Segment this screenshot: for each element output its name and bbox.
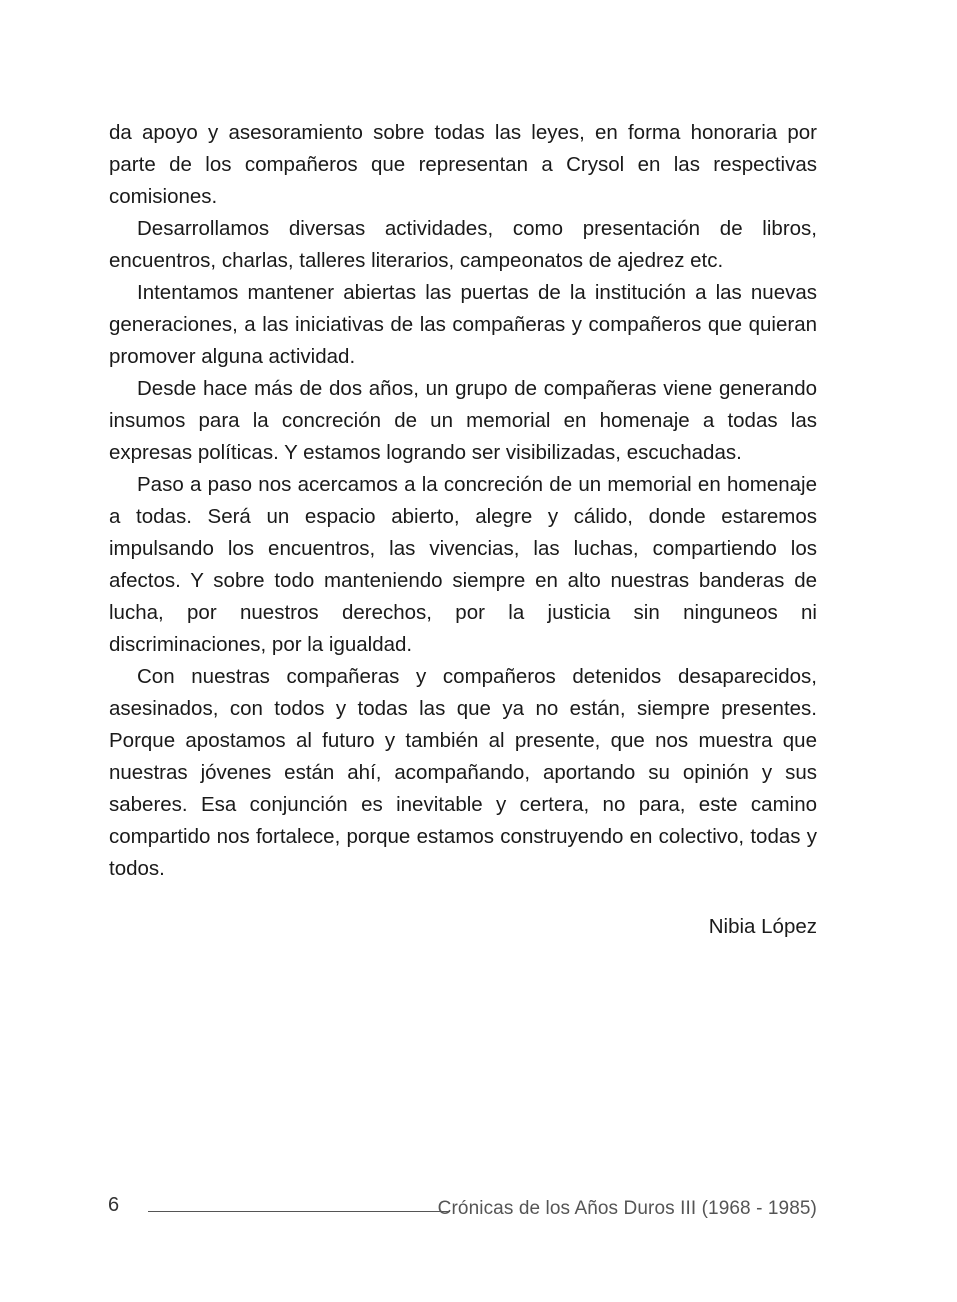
running-title: Crónicas de los Años Duros III (1968 - 1985) [437, 1198, 817, 1219]
paragraph-activities: Desarrollamos diversas actividades, como presentación de libros, encuentros, charlas, talleres literarios, campeonatos de ajedrez etc. [109, 217, 817, 272]
author-signature: Nibia López [708, 915, 817, 938]
paragraph-new-generations: Intentamos mantener abiertas las puertas de la institución a las nuevas generaciones, a las iniciativas de las compañeras y compañeros que quieran promover alguna actividad. [109, 281, 817, 368]
footer-divider [148, 1211, 450, 1212]
paragraph-memorial-space: Paso a paso nos acercamos a la concreción de un memorial en homenaje a todas. Será un espacio abierto, alegre y cálido, donde estaremos impulsando los encuentros, las vivencias, las luchas, compartiendo los afectos. Y sobre todo manteniendo siempre en alto nuestras banderas de lucha, por nuestros derechos, por la justicia sin ninguneos ni discriminaciones, por la igualdad. [109, 473, 817, 656]
paragraph-continuation: da apoyo y asesoramiento sobre todas las leyes, en forma honoraria por parte de los compañeros que representan a Crysol en las respectivas comisiones. [109, 121, 817, 208]
paragraph-closing: Con nuestras compañeras y compañeros detenidos desaparecidos, asesinados, con todos y todas las que ya no están, siempre presentes. Porque apostamos al futuro y también al presente, que nos muestra que nuestras jóvenes están ahí, acompañando, aportando su opinión y sus saberes. Esa conjunción es inevitable y certera, no para, este camino compartido nos fortalece, porque estamos construyendo en colectivo, todas y todos. [109, 665, 817, 880]
page-number: 6 [108, 1194, 120, 1216]
body-text [109, 117, 817, 885]
page-footer [0, 1190, 957, 1230]
paragraph-memorial-group: Desde hace más de dos años, un grupo de compañeras viene generando insumos para la concreción de un memorial en homenaje a todas las expresas políticas. Y estamos logrando ser visibilizadas, escuchadas. [109, 377, 817, 464]
